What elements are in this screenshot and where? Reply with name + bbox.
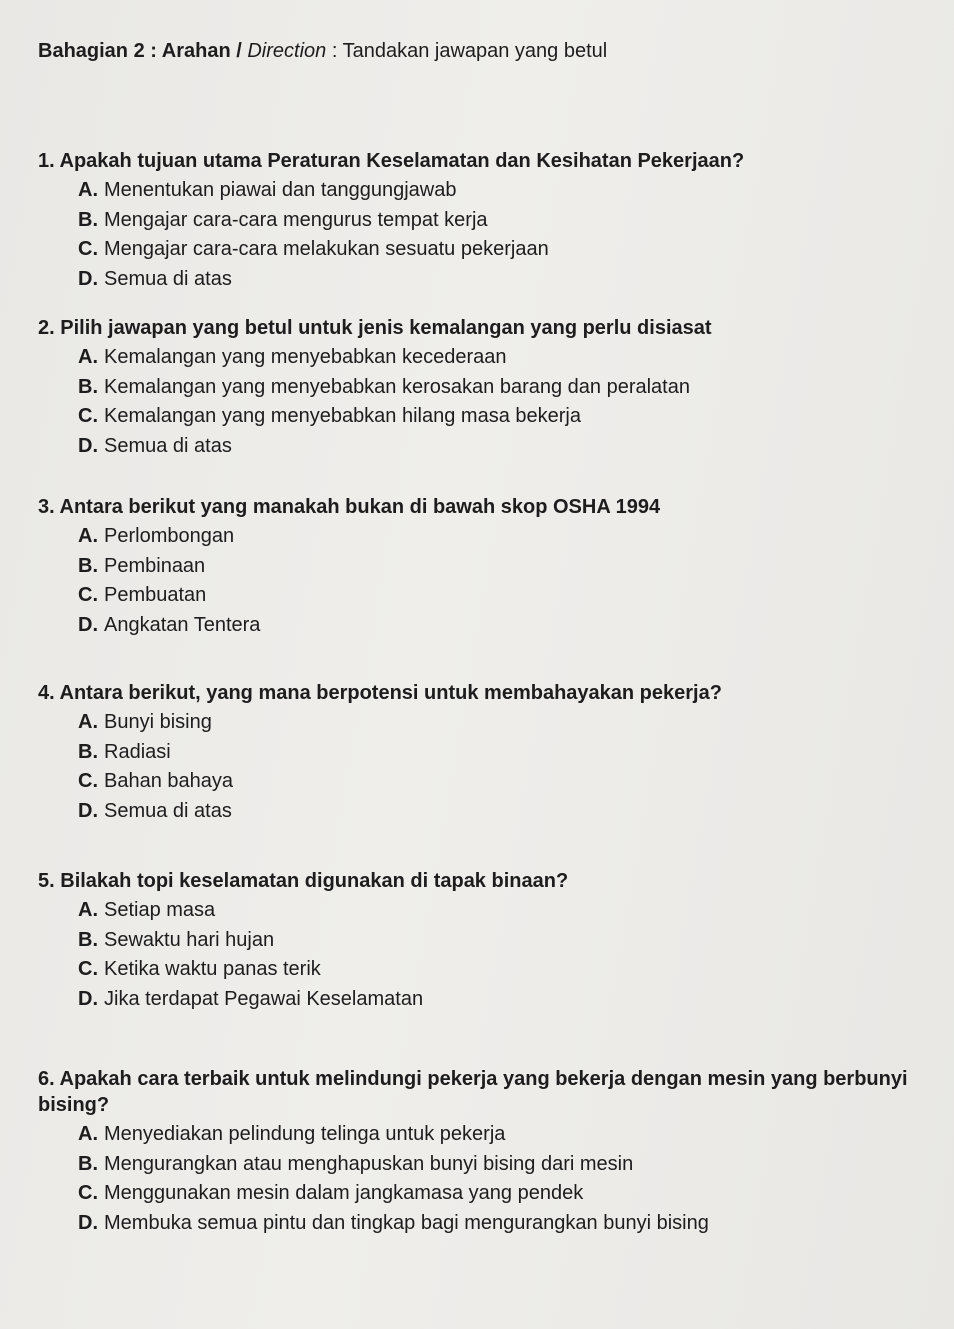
option-c[interactable]: C. Ketika waktu panas terik bbox=[78, 958, 321, 980]
question-text: 1. Apakah tujuan utama Peraturan Keselamatan dan Kesihatan Pekerjaan? bbox=[38, 150, 745, 172]
question-1 bbox=[38, 148, 938, 294]
option-a[interactable]: A. Kemalangan yang menyebabkan kecederaan bbox=[78, 346, 507, 368]
option-c[interactable]: C. Mengajar cara-cara melakukan sesuatu pekerjaan bbox=[78, 238, 549, 260]
option-d[interactable]: D. Semua di atas bbox=[78, 799, 232, 822]
option-a[interactable]: A. Setiap masa bbox=[78, 899, 216, 921]
option-c[interactable]: C. Bahan bahaya bbox=[78, 770, 234, 792]
option-b[interactable]: B. Radiasi bbox=[78, 740, 171, 763]
question-text: 6. Apakah cara terbaik untuk melindungi pekerja yang bekerja dengan mesin yang berbunyi bising? bbox=[38, 1068, 908, 1116]
instruction-text: : Tandakan jawapan yang betul bbox=[331, 40, 608, 62]
option-a[interactable]: A. Bunyi bising bbox=[78, 711, 212, 733]
option-b[interactable]: B. Mengajar cara-cara mengurus tempat kerja bbox=[78, 208, 488, 231]
direction-label: Direction bbox=[247, 40, 327, 62]
question-2 bbox=[38, 315, 938, 461]
question-3 bbox=[38, 494, 938, 640]
option-b[interactable]: B. Mengurangkan atau menghapuskan bunyi bising dari mesin bbox=[78, 1152, 634, 1175]
question-text: 4. Antara berikut, yang mana berpotensi untuk membahayakan pekerja? bbox=[38, 682, 722, 704]
option-b[interactable]: B. Sewaktu hari hujan bbox=[78, 928, 275, 951]
question-6 bbox=[38, 1066, 938, 1238]
option-list bbox=[38, 896, 938, 1014]
option-list bbox=[38, 176, 938, 294]
question-text: 3. Antara berikut yang manakah bukan di bawah skop OSHA 1994 bbox=[38, 496, 661, 518]
option-b[interactable]: B. Kemalangan yang menyebabkan kerosakan barang dan peralatan bbox=[78, 375, 690, 398]
option-d[interactable]: D. Jika terdapat Pegawai Keselamatan bbox=[78, 987, 424, 1010]
option-d[interactable]: D. Membuka semua pintu dan tingkap bagi mengurangkan bunyi bising bbox=[78, 1211, 709, 1234]
option-c[interactable]: C. Menggunakan mesin dalam jangkamasa yang pendek bbox=[78, 1182, 584, 1204]
option-c[interactable]: C. Kemalangan yang menyebabkan hilang masa bekerja bbox=[78, 405, 581, 427]
question-text: 5. Bilakah topi keselamatan digunakan di tapak binaan? bbox=[38, 870, 569, 892]
section-header bbox=[38, 40, 607, 63]
question-4 bbox=[38, 680, 938, 826]
option-a[interactable]: A. Menyediakan pelindung telinga untuk pekerja bbox=[78, 1123, 506, 1145]
option-d[interactable]: D. Semua di atas bbox=[78, 434, 232, 457]
question-text: 2. Pilih jawapan yang betul untuk jenis kemalangan yang perlu disiasat bbox=[38, 317, 712, 339]
option-c[interactable]: C. Pembuatan bbox=[78, 584, 207, 606]
section-label: Bahagian 2 : bbox=[38, 40, 157, 62]
option-a[interactable]: A. Menentukan piawai dan tanggungjawab bbox=[78, 179, 457, 201]
option-d[interactable]: D. Angkatan Tentera bbox=[78, 613, 261, 636]
question-5 bbox=[38, 868, 938, 1014]
option-b[interactable]: B. Pembinaan bbox=[78, 554, 206, 577]
option-list bbox=[38, 708, 938, 826]
arahan-label: Arahan / bbox=[161, 40, 242, 62]
option-list bbox=[38, 1120, 938, 1238]
option-list bbox=[38, 343, 938, 461]
option-a[interactable]: A. Perlombongan bbox=[78, 525, 235, 547]
option-d[interactable]: D. Semua di atas bbox=[78, 267, 232, 290]
option-list bbox=[38, 522, 938, 640]
